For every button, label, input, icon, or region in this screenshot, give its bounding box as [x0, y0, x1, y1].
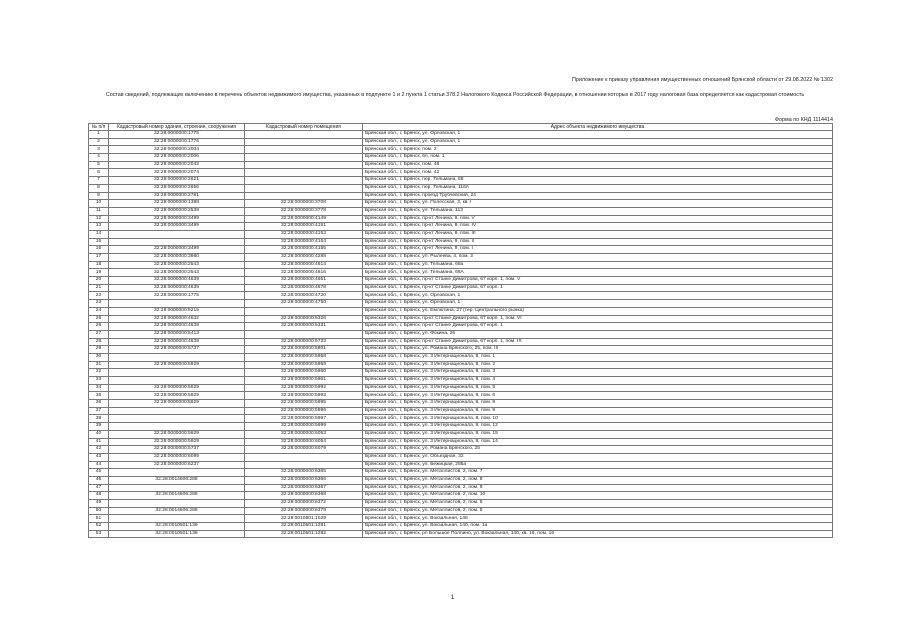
cell-address: Брянская обл., г. Брянск, ул. Бежицкая, 285а [363, 461, 833, 469]
cell-building-cadastral [109, 353, 245, 361]
cell-premises-cadastral: 32:28:0000000:5733 [245, 338, 363, 346]
cell-building-cadastral: 32:28:0000000:2004 [109, 146, 245, 154]
table-row [89, 169, 833, 177]
cell-premises-cadastral: 32:28:0000000:3778 [245, 207, 363, 215]
cell-premises-cadastral: 32:28:0000000:5993 [245, 392, 363, 400]
cell-address: Брянская обл., г. Брянск, пр-кт Ленина, 9, пом. IV [363, 223, 833, 231]
cell-number: 3 [89, 146, 109, 154]
cell-premises-cadastral [245, 169, 363, 177]
cell-premises-cadastral [245, 138, 363, 146]
cell-building-cadastral: 32:28:0014606:288 [109, 492, 245, 500]
cell-address: Брянская обл., г. Брянск, пр-кт Станке Димитрова, 67 корп. 1 [363, 284, 833, 292]
cell-address: Брянская обл., г. Брянск, ул. Металлистов, 2, пом. 6 [363, 500, 833, 508]
table-row [89, 476, 833, 484]
cell-number: 17 [89, 254, 109, 262]
cell-number: 4 [89, 154, 109, 162]
cell-address: Брянская обл., г. Брянск, ул. 3 Интернационала, 8, пом. 6 [363, 392, 833, 400]
cell-building-cadastral: 32:28:0010501:138 [109, 530, 245, 538]
cell-premises-cadastral: 32:28:0000000:5960 [245, 369, 363, 377]
cell-address: Брянская обл., г. Брянск, ул. Металлистов, 2, пом. 5 [363, 507, 833, 515]
table-row [89, 430, 833, 438]
table-row [89, 407, 833, 415]
cell-number: 10 [89, 200, 109, 208]
cell-premises-cadastral: 32:28:0000000:6054 [245, 438, 363, 446]
cell-building-cadastral [109, 230, 245, 238]
cell-address: Брянская обл., г. Брянск, ул. Емлютина, 27 (тер. Центрального рынка) [363, 307, 833, 315]
cell-number: 9 [89, 192, 109, 200]
cell-address: Брянская обл., г. Брянск, пом. 42 [363, 169, 833, 177]
cell-number: 25 [89, 315, 109, 323]
table-row [89, 269, 833, 277]
cell-address: Брянская обл., г. Брянск, пр-кт Станке Димитрова, 67 корп. 1, пом. VI [363, 315, 833, 323]
table-row [89, 192, 833, 200]
cell-building-cadastral: 32:28:0000000:2042 [109, 161, 245, 169]
cell-building-cadastral: 32:28:0000000:5737 [109, 446, 245, 454]
table-row [89, 369, 833, 377]
cell-building-cadastral: 32:28:0000000:2656 [109, 184, 245, 192]
cell-number: 45 [89, 469, 109, 477]
table-row [89, 330, 833, 338]
cell-premises-cadastral: 32:28:0000000:5999 [245, 423, 363, 431]
cell-address: Брянская обл., г. Брянск, пр-кт Ленина, 9, пом. V [363, 215, 833, 223]
table-body [89, 131, 833, 538]
table-row [89, 530, 833, 538]
table-row [89, 261, 833, 269]
cell-premises-cadastral: 32:28:0000000:6079 [245, 446, 363, 454]
table-row [89, 453, 833, 461]
form-code: Форма по КНД 1114414 [774, 117, 833, 123]
table-row [89, 500, 833, 508]
cell-number: 12 [89, 215, 109, 223]
cell-address: Брянская обл., г. Брянск, ул. Тельмана, 113 [363, 207, 833, 215]
cell-premises-cadastral [245, 453, 363, 461]
table-row [89, 292, 833, 300]
cell-address: Брянская обл., г. Брянск, ул. Тельмана, 68а [363, 261, 833, 269]
cell-premises-cadastral: 32:28:0000000:4154 [245, 238, 363, 246]
cell-number: 34 [89, 384, 109, 392]
cell-address: Брянская обл., г. Брянск, пр-кт Станке Димитрова, 67 корп. 1, пом. IX [363, 338, 833, 346]
cell-number: 14 [89, 230, 109, 238]
cell-number: 49 [89, 500, 109, 508]
cell-premises-cadastral [245, 461, 363, 469]
cell-building-cadastral: 32:28:0000000:1776 [109, 138, 245, 146]
cell-premises-cadastral: 32:28:0000000:4149 [245, 215, 363, 223]
cell-premises-cadastral: 32:28:0000000:5995 [245, 400, 363, 408]
cell-number: 23 [89, 300, 109, 308]
table-row [89, 238, 833, 246]
cell-premises-cadastral [245, 146, 363, 154]
annex-reference: Приложение к приказу управления имущественных отношений Брянской области от 29.08.2022 № 1302 [571, 77, 833, 83]
cell-building-cadastral: 32:28:0000000:3499 [109, 246, 245, 254]
cell-address: Брянская обл., г. Брянск, ул. Полесская, 3, кв. I [363, 200, 833, 208]
table-row [89, 323, 833, 331]
cell-number: 16 [89, 246, 109, 254]
cell-building-cadastral: 32:28:0000000:2074 [109, 169, 245, 177]
cell-building-cadastral: 32:28:0000000:2621 [109, 177, 245, 185]
cell-number: 18 [89, 261, 109, 269]
cell-premises-cadastral: 32:28:0000000:6368 [245, 492, 363, 500]
header-building-cadastral: Кадастровый номер здания, строения, сооружения [109, 124, 245, 131]
cell-address: Брянская обл., г. Брянск, пр-кт Ленина, 9, пом. III [363, 230, 833, 238]
cell-address: Брянская обл., г. Брянск, ул. Вокзальная, 148 [363, 515, 833, 523]
cell-premises-cadastral: 32:28:0000000:3708 [245, 200, 363, 208]
table-row [89, 392, 833, 400]
cell-address: Брянская обл., г. Брянск, ул. 3 Интернационала, 8, пом. 14 [363, 438, 833, 446]
cell-number: 32 [89, 369, 109, 377]
table-row [89, 146, 833, 154]
cell-premises-cadastral: 32:28:0000000:6366 [245, 476, 363, 484]
cell-address: Брянская обл., г. Брянск, пом. 2 [363, 146, 833, 154]
cell-number: 44 [89, 461, 109, 469]
cell-premises-cadastral: 32:28:0000000:4151 [245, 223, 363, 231]
cell-address: Брянская обл., г. Брянск, ул. Объездная, 32 [363, 453, 833, 461]
table-row [89, 223, 833, 231]
cell-address: Брянская обл., г. Брянск, ул. Фокина, 26 [363, 330, 833, 338]
cell-address: Брянская обл., г. Брянск, пр-кт Ленина, 9, пом. I [363, 246, 833, 254]
cell-premises-cadastral: 32:28:0000000:4288 [245, 254, 363, 262]
cell-premises-cadastral: 32:28:0000000:4651 [245, 277, 363, 285]
cell-number: 22 [89, 292, 109, 300]
cell-address: Брянская обл., г. Брянск, ул. 3 Интернационала, 8, пом. 12 [363, 423, 833, 431]
cell-building-cadastral: 32:28:0000000:5929 [109, 361, 245, 369]
table-row [89, 307, 833, 315]
table-row [89, 353, 833, 361]
cell-premises-cadastral: 32:28:0000000:4720 [245, 292, 363, 300]
cell-number: 33 [89, 377, 109, 385]
cell-premises-cadastral [245, 184, 363, 192]
header-number: № п/п [89, 124, 109, 131]
cell-building-cadastral: 32:28:0000000:4639 [109, 323, 245, 331]
cell-number: 24 [89, 307, 109, 315]
cell-address: Брянская обл., г. Брянск, ул. 3 Интернационала, 8, пом. 2 [363, 361, 833, 369]
cell-building-cadastral: 32:28:0000000:1388 [109, 200, 245, 208]
cell-premises-cadastral: 32:28:0000000:4616 [245, 269, 363, 277]
cell-building-cadastral: 32:28:0000000:4639 [109, 284, 245, 292]
table-row [89, 315, 833, 323]
table-row [89, 177, 833, 185]
cell-number: 28 [89, 338, 109, 346]
cell-building-cadastral: 32:28:0000000:6237 [109, 461, 245, 469]
cell-building-cadastral: 32:28:0000000:5929 [109, 392, 245, 400]
cell-number: 26 [89, 323, 109, 331]
cell-number: 2 [89, 138, 109, 146]
cell-building-cadastral: 32:28:0000000:5737 [109, 346, 245, 354]
cell-building-cadastral [109, 407, 245, 415]
cell-address: Брянская обл., г. Брянск, ул. Металлистов, 2, пом. 7 [363, 469, 833, 477]
cell-number: 13 [89, 223, 109, 231]
cell-address: Брянская обл., г. Брянск, ул. 3 Интернационала, 8, пом. 9 [363, 407, 833, 415]
cell-building-cadastral: 32:28:0000000:5929 [109, 438, 245, 446]
cell-premises-cadastral: 32:28:0000000:6365 [245, 469, 363, 477]
cell-address: Брянская обл., г. Брянск, рп Большое Полпино, ул. Вокзальная, 140, кв. 16, пом. 16 [363, 530, 833, 538]
cell-premises-cadastral [245, 177, 363, 185]
table-header-row [89, 124, 833, 131]
cell-address: Брянская обл., г. Брянск, ул. Орловская, 1 [363, 300, 833, 308]
cell-number: 48 [89, 492, 109, 500]
cell-number: 21 [89, 284, 109, 292]
table-row [89, 200, 833, 208]
table-row [89, 400, 833, 408]
cell-number: 5 [89, 161, 109, 169]
cell-building-cadastral: 32:28:0000000:5215 [109, 307, 245, 315]
cell-premises-cadastral: 32:28:0000000:5801 [245, 346, 363, 354]
cell-building-cadastral [109, 238, 245, 246]
cell-number: 41 [89, 438, 109, 446]
cell-number: 29 [89, 346, 109, 354]
cell-premises-cadastral: 32:28:0000000:4678 [245, 284, 363, 292]
document-title: Состав сведений, подлежащих включению в перечень объектов недвижимого имущества, указанных в подпункте 1 и 2 пункта 1 статьи 378.2 Налогового Кодекса Российской Федерации, в отношении которых в 2017 году налоговая база определяется как кадастровая стоимость [105, 92, 805, 98]
cell-address: Брянская обл., г. Брянск, ул. Металлистов, 2, пом. 10 [363, 492, 833, 500]
cell-building-cadastral: 32:28:0000000:2543 [109, 261, 245, 269]
table-row [89, 230, 833, 238]
cell-address: Брянская обл., г. Брянск, пр-кт Станке Димитрова, 67 корп. 1, пом. V [363, 277, 833, 285]
cell-number: 31 [89, 361, 109, 369]
cell-number: 46 [89, 476, 109, 484]
cell-number: 51 [89, 515, 109, 523]
cell-premises-cadastral: 32:28:0000000:5959 [245, 361, 363, 369]
table-row [89, 300, 833, 308]
cell-premises-cadastral: 32:28:0000000:6367 [245, 484, 363, 492]
cell-building-cadastral [109, 415, 245, 423]
cell-address: Брянская обл., г. Брянск, ул. 3 Интернационала, 8, пом. 4 [363, 377, 833, 385]
cell-building-cadastral: 32:28:0000000:5413 [109, 330, 245, 338]
cell-premises-cadastral: 32:28:0000000:6053 [245, 430, 363, 438]
table-row [89, 215, 833, 223]
table-row [89, 515, 833, 523]
cell-number: 37 [89, 407, 109, 415]
cell-number: 6 [89, 169, 109, 177]
cell-premises-cadastral: 32:28:0000000:5961 [245, 377, 363, 385]
cell-building-cadastral: 32:28:0010501:139 [109, 523, 245, 531]
cell-building-cadastral [109, 469, 245, 477]
cell-premises-cadastral: 32:28:0000000:5326 [245, 315, 363, 323]
table-row [89, 346, 833, 354]
table-row [89, 492, 833, 500]
cell-premises-cadastral [245, 192, 363, 200]
cell-premises-cadastral [245, 154, 363, 162]
table-row [89, 284, 833, 292]
table-row [89, 161, 833, 169]
table-row [89, 154, 833, 162]
cell-premises-cadastral: 32:28:0000000:4614 [245, 261, 363, 269]
cell-address: Брянская обл., г. Брянск, ул. Рылеева, 4, пом. 3 [363, 254, 833, 262]
cell-building-cadastral: 32:28:0000000:4639 [109, 277, 245, 285]
cell-building-cadastral: 32:28:0000000:2781 [109, 192, 245, 200]
cell-premises-cadastral: 32:28:0000000:4155 [245, 246, 363, 254]
cell-premises-cadastral: 32:28:0000000:5958 [245, 353, 363, 361]
cell-number: 39 [89, 423, 109, 431]
table-row [89, 246, 833, 254]
cell-address: Брянская обл., г. Брянск, ул. Металлистов, 2, пом. 9 [363, 484, 833, 492]
header-address: Адрес объекта недвижимого имущества [363, 124, 833, 131]
cell-address: Брянская обл., г. Брянск, ул. Вокзальная, 140, пом. 1а [363, 523, 833, 531]
cell-address: Брянская обл., г. Брянск, ул. 3 Интернационала, 8, пом. 10 [363, 415, 833, 423]
cell-number: 47 [89, 484, 109, 492]
cell-address: Брянская обл., г. Брянск, ул. Орловская, 1 [363, 131, 833, 139]
cell-building-cadastral [109, 500, 245, 508]
cell-premises-cadastral [245, 131, 363, 139]
cell-number: 42 [89, 446, 109, 454]
cell-number: 36 [89, 400, 109, 408]
table-row [89, 138, 833, 146]
table-row [89, 423, 833, 431]
cell-address: Брянская обл., г. Брянск, 6п, пом. 1 [363, 154, 833, 162]
table-row [89, 469, 833, 477]
cell-number: 40 [89, 430, 109, 438]
cell-number: 38 [89, 415, 109, 423]
table-row [89, 131, 833, 139]
cell-premises-cadastral: 32:28:0000000:5997 [245, 415, 363, 423]
cell-address: Брянская обл., г. Брянск, пр-кт Станке Димитрова, 67 корп. 1 [363, 323, 833, 331]
cell-building-cadastral: 32:28:0000000:3980 [109, 254, 245, 262]
cell-number: 30 [89, 353, 109, 361]
cell-building-cadastral: 32:28:0000000:5929 [109, 400, 245, 408]
cell-building-cadastral: 32:28:0000000:1775 [109, 292, 245, 300]
table-row [89, 523, 833, 531]
cell-building-cadastral: 32:28:0000000:5929 [109, 430, 245, 438]
cell-number: 53 [89, 530, 109, 538]
cell-number: 35 [89, 392, 109, 400]
cell-building-cadastral [109, 484, 245, 492]
cell-premises-cadastral: 32:28:0000000:5992 [245, 384, 363, 392]
cell-building-cadastral: 32:28:0000000:6099 [109, 453, 245, 461]
cell-premises-cadastral: 32:28:0000000:5331 [245, 323, 363, 331]
cell-building-cadastral [109, 369, 245, 377]
cell-address: Брянская обл., г. Брянск, пр-кт Ленина, 9, пом. II [363, 238, 833, 246]
cell-address: Брянская обл., г. Брянск, проезд Трубчевский, 24 [363, 192, 833, 200]
cell-address: Брянская обл., г. Брянск, ул. Романа Брянского, 25, пом. III [363, 346, 833, 354]
cell-address: Брянская обл., г. Брянск, ул. 3 Интернационала, 8, пом. 3 [363, 369, 833, 377]
cell-number: 15 [89, 238, 109, 246]
cell-number: 1 [89, 131, 109, 139]
cell-address: Брянская обл., г. Брянск, ул. 3 Интернационала, 8, пом. 5 [363, 384, 833, 392]
table-row [89, 207, 833, 215]
cell-premises-cadastral: 32:28:0000000:5996 [245, 407, 363, 415]
cell-number: 50 [89, 507, 109, 515]
cell-premises-cadastral [245, 330, 363, 338]
cell-building-cadastral: 32:28:0000000:3499 [109, 223, 245, 231]
table-row [89, 507, 833, 515]
page-number: 1 [450, 594, 455, 601]
cell-number: 11 [89, 207, 109, 215]
table-row [89, 446, 833, 454]
cell-building-cadastral: 32:28:0000000:3499 [109, 215, 245, 223]
table-row [89, 438, 833, 446]
cell-building-cadastral [109, 423, 245, 431]
cell-building-cadastral: 32:28:0000000:4639 [109, 338, 245, 346]
header-premises-cadastral: Кадастровый номер помещения [245, 124, 363, 131]
cell-premises-cadastral: 32:28:0010501:1029 [245, 515, 363, 523]
table-row [89, 461, 833, 469]
cell-premises-cadastral: 32:28:0010501:1282 [245, 530, 363, 538]
cell-building-cadastral: 32:28:0014606:288 [109, 507, 245, 515]
cell-address: Брянская обл., г. Брянск, пер. Тельмана, 116А [363, 184, 833, 192]
cell-address: Брянская обл., г. Брянск, ул. 3 Интернационала, 8, пом. 15 [363, 430, 833, 438]
cell-address: Брянская обл., г. Брянск, ул. Романа Брянского, 25 [363, 446, 833, 454]
cell-building-cadastral [109, 300, 245, 308]
cell-premises-cadastral [245, 307, 363, 315]
cell-address: Брянская обл., г. Брянск, ул. Металлистов, 2, пом. 8 [363, 476, 833, 484]
cell-number: 27 [89, 330, 109, 338]
table-row [89, 415, 833, 423]
cell-address: Брянская обл., г. Брянск, ул. 3 Интернационала, 8, пом. 8 [363, 400, 833, 408]
cell-address: Брянская обл., г. Брянск, ул. 3 Интернационала, 8, пом. 1 [363, 353, 833, 361]
property-table [88, 123, 833, 538]
cell-address: Брянская обл., г. Брянск, ул. Орловская, 1 [363, 138, 833, 146]
cell-premises-cadastral: 32:28:0000000:6372 [245, 500, 363, 508]
table-row [89, 184, 833, 192]
cell-address: Брянская обл., г. Брянск, пер. Тельмана, 68 [363, 177, 833, 185]
cell-building-cadastral: 32:28:0000000:2538 [109, 207, 245, 215]
table-row [89, 338, 833, 346]
cell-address: Брянская обл., г. Брянск, ул. Орловская, 1 [363, 292, 833, 300]
cell-premises-cadastral: 32:28:0000000:4153 [245, 230, 363, 238]
cell-number: 7 [89, 177, 109, 185]
table-row [89, 361, 833, 369]
cell-premises-cadastral: 32:28:0000000:6379 [245, 507, 363, 515]
cell-premises-cadastral: 32:28:0000000:4750 [245, 300, 363, 308]
cell-number: 19 [89, 269, 109, 277]
cell-building-cadastral [109, 377, 245, 385]
cell-address: Брянская обл., г. Брянск, ул. Тельмана, 68А [363, 269, 833, 277]
cell-building-cadastral: 32:28:0000000:5929 [109, 384, 245, 392]
cell-building-cadastral [109, 515, 245, 523]
table-row [89, 254, 833, 262]
cell-number: 43 [89, 453, 109, 461]
table-row [89, 484, 833, 492]
cell-number: 8 [89, 184, 109, 192]
cell-building-cadastral: 32:28:0000000:2006 [109, 154, 245, 162]
table-row [89, 384, 833, 392]
cell-building-cadastral: 32:28:0000000:4632 [109, 315, 245, 323]
table-row [89, 277, 833, 285]
cell-number: 52 [89, 523, 109, 531]
table-row [89, 377, 833, 385]
cell-building-cadastral: 32:28:0000000:1775 [109, 131, 245, 139]
cell-building-cadastral: 32:28:0000000:2543 [109, 269, 245, 277]
cell-address: Брянская обл., г. Брянск, пом. 48 [363, 161, 833, 169]
cell-building-cadastral: 32:28:0014606:288 [109, 476, 245, 484]
cell-number: 20 [89, 277, 109, 285]
cell-premises-cadastral [245, 161, 363, 169]
cell-premises-cadastral: 32:28:0010501:1281 [245, 523, 363, 531]
